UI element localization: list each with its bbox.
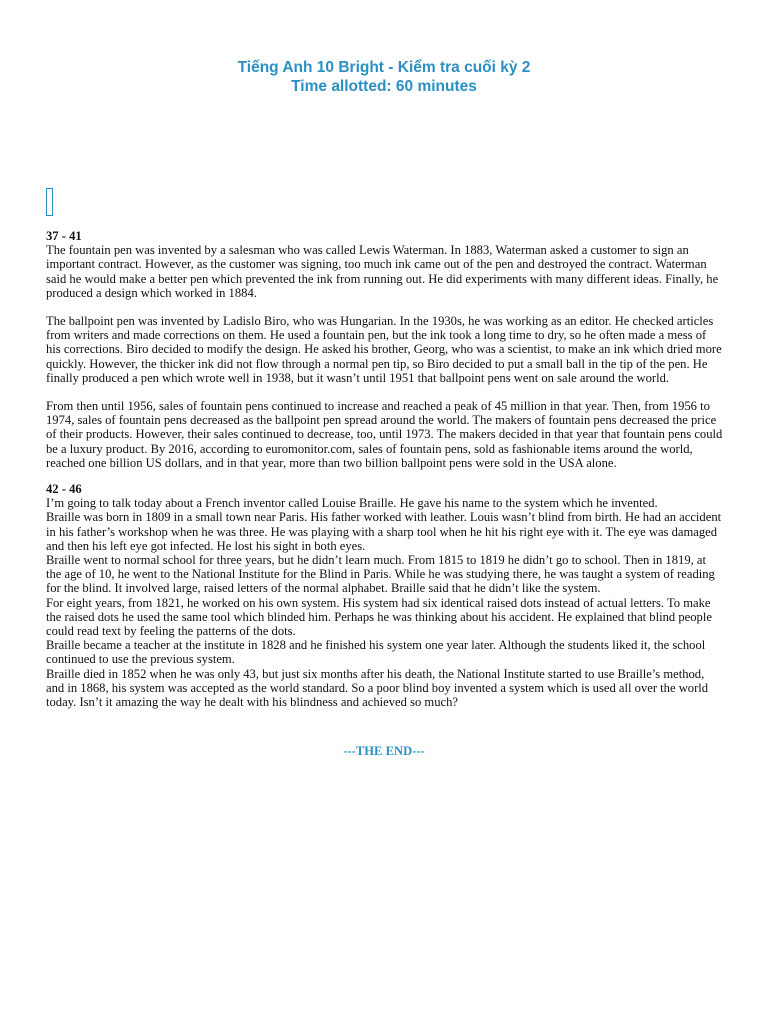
the-end: ---THE END--- — [343, 744, 425, 758]
paragraph: For eight years, from 1821, he worked on his own system. His system had six identical raised dots instead of actual letters. To make the raised dots he used the same tool which blinded him. Perhaps he was thinking about his accident. He explained that blind people could read text by feeling the patterns of the dots. — [46, 595, 712, 639]
paragraph: Braille was born in 1809 in a small town near Paris. His father worked with leather. Louis wasn’t blind from birth. He had an accident in his father’s workshop when he was three. He was playing with a sharp tool when he hit his right eye with it. The eye was damaged and then his left eye got infected. He lost his sight in both eyes. — [46, 510, 722, 553]
paragraph: I’m going to talk today about a French inventor called Louise Braille. He gave his name to the system which he invented. — [46, 496, 658, 511]
document-content — [46, 229, 724, 709]
paragraph: Braille went to normal school for three years, but he didn’t learn much. From 1815 to 1819 he didn’t go to school. Then in 1819, at the age of 10, he went to the National Institute for the Blind in Paris. While he was studying there, he was taught a system of reading for the blind. It involved large, raised letters of the normal alphabet. Braille said that he didn’t like the system. — [46, 553, 715, 596]
paragraph: The ballpoint pen was invented by Ladislo Biro, who was Hungarian. In the 1930s, he was working as an editor. He checked articles from writers and made corrections on them. He used a fountain pen, but the ink took a long time to dry, so he often made a mess of his corrections. Biro decided to modify the design. He asked his brother, Georg, who was a scientist, to make an ink which dried more quickly. However, the thicker ink did not flow through a normal pen tip, so Biro decided to put a small ball in the tip of the pen. He finally produced a pen which wrote well in 1938, but it wasn’t until 1951 that ballpoint pens went on sale around the world. — [46, 314, 722, 385]
paragraph: Braille died in 1852 when he was only 43, but just six months after his death, the National Institute started to use Braille’s method, and in 1868, his system was accepted as the world standard. So a poor blind boy invented a system which is used all over the world today. Isn’t it amazing the way he dealt with his blindness and achieved so much? — [46, 666, 709, 710]
document-header — [0, 58, 768, 96]
document-title: Tiếng Anh 10 Bright - Kiểm tra cuối kỳ 2 — [237, 59, 531, 76]
section-label-42-46: 42 - 46 — [46, 482, 82, 497]
section-label-37-41: 37 - 41 — [46, 229, 82, 243]
time-allotted: Time allotted: 60 minutes — [291, 78, 477, 95]
paragraph: Braille became a teacher at the institute in 1828 and he finished his system one year later. Although the students liked it, the school continued to use the previous system. — [46, 638, 706, 667]
paragraph: The fountain pen was invented by a salesman who was called Lewis Waterman. In 1883, Waterman asked a customer to sign an important contract. However, as the customer was signing, too much ink came out of the pen and destroyed the contract. Waterman said he would make a better pen which prevented the ink from running out. He did experiments with many different ideas. Finally, he produced a design which worked in 1884. — [46, 243, 719, 300]
placeholder-box — [46, 188, 53, 216]
paragraph: From then until 1956, sales of fountain pens continued to increase and reached a peak of 45 million in that year. Then, from 1956 to 1974, sales of fountain pens decreased as the ballpoint pen spread around the world. The makers of fountain pens decreased the price of their products. However, their sales continued to decrease, too, until 1973. The makers decided in that year that fountain pens could be a luxury product. By 2016, according to euromonitor.com, sales of fountain pens, sold as fashionable items around the world, reached one billion US dollars, and in that year, more than two billion ballpoint pens were sold in the USA alone. — [46, 399, 723, 470]
